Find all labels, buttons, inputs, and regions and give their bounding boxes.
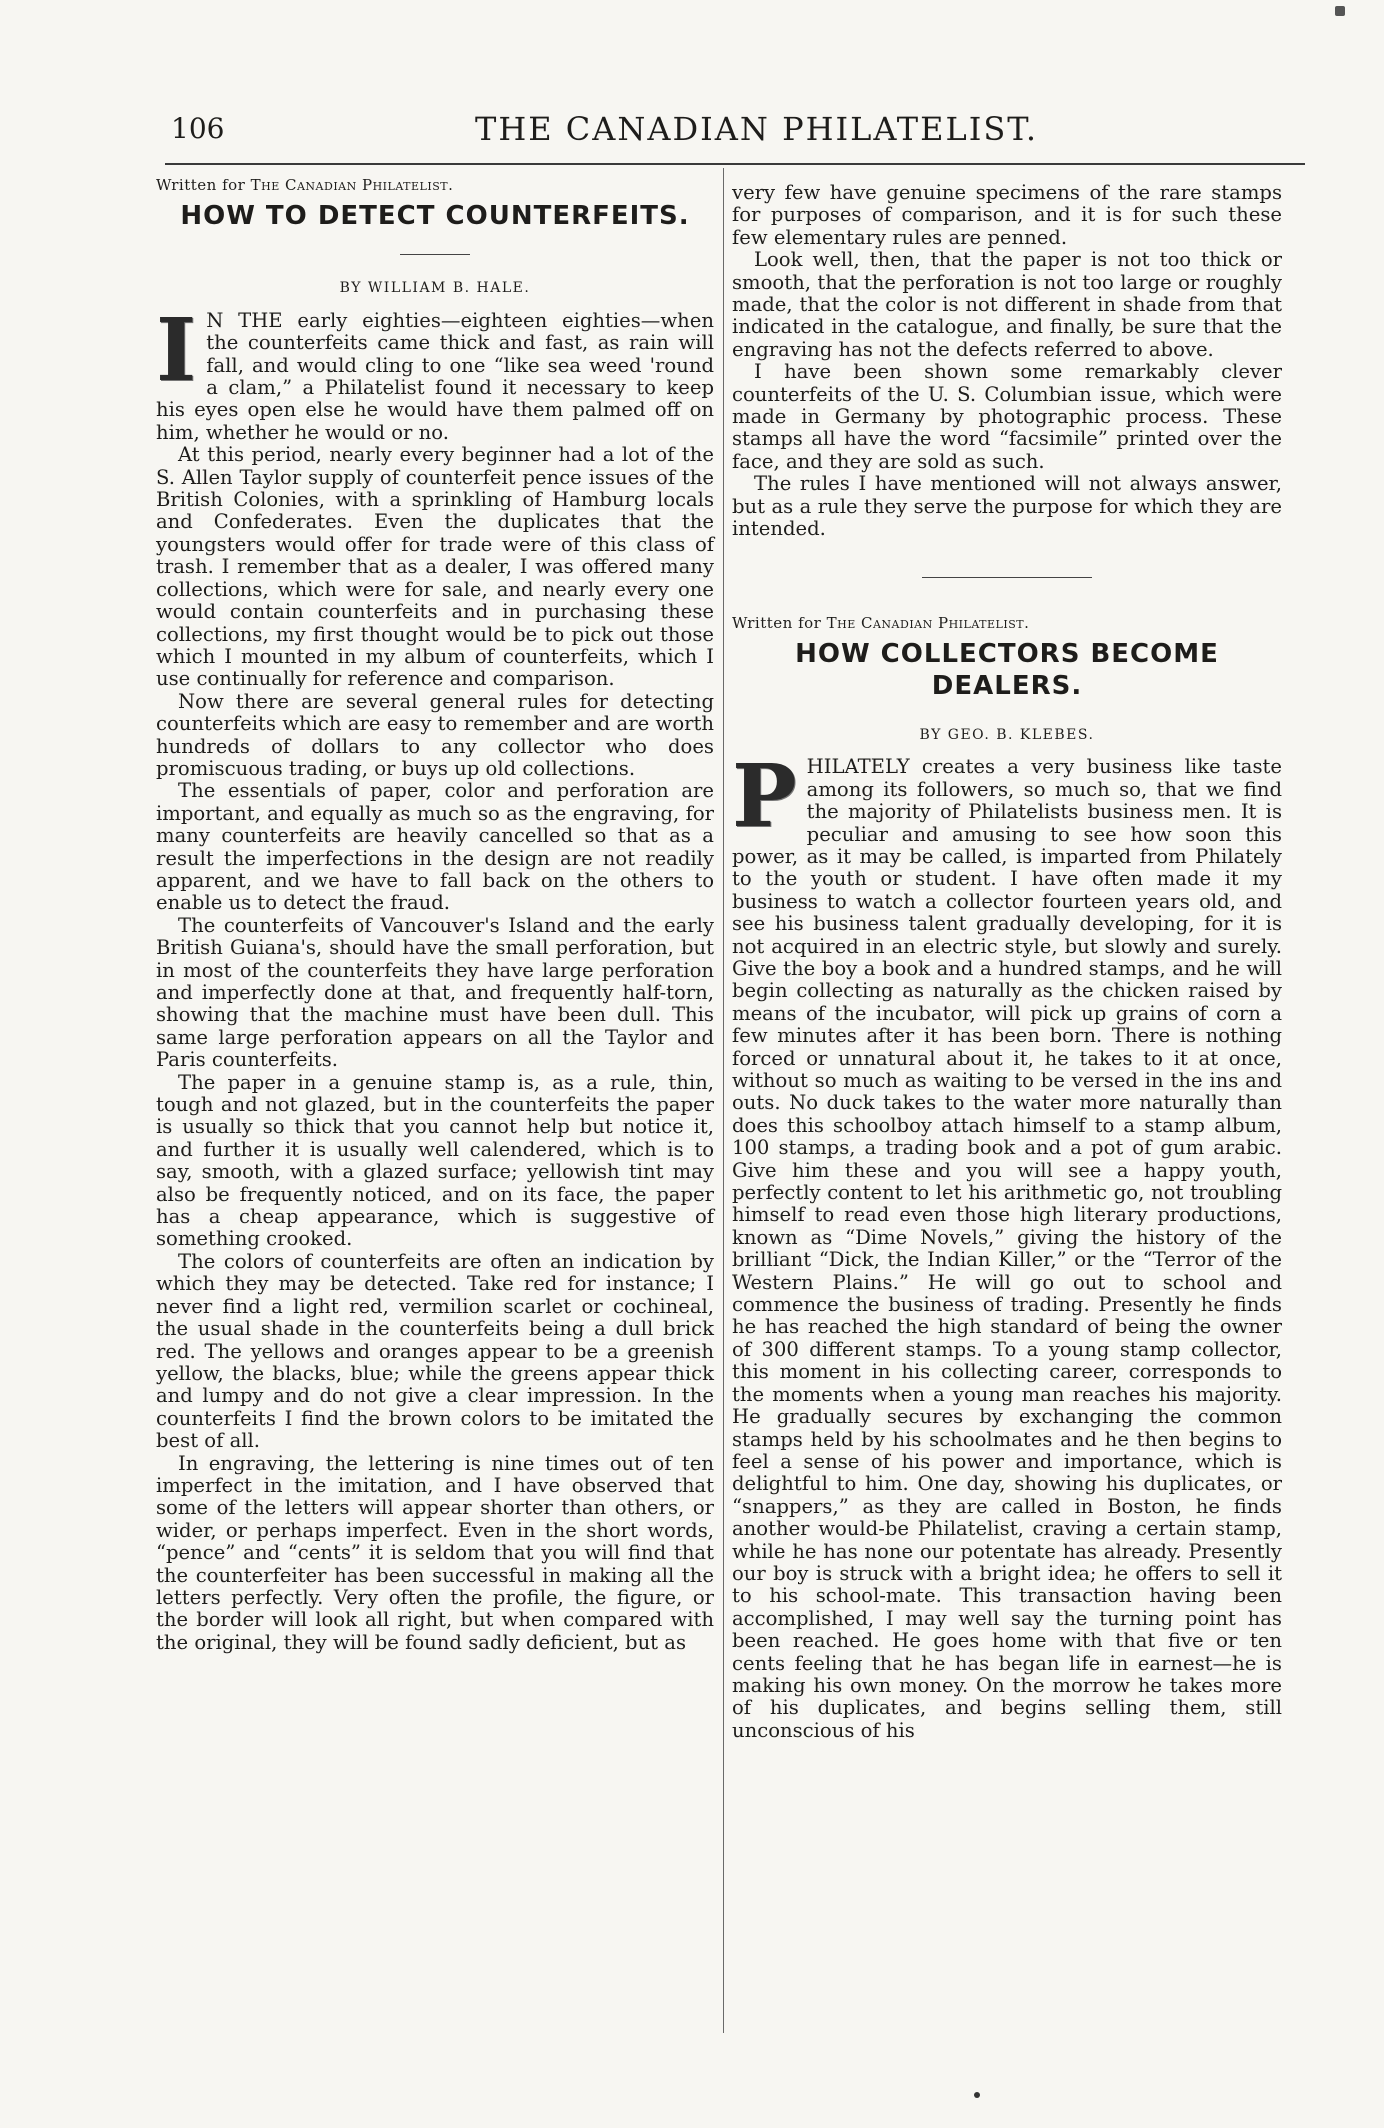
page-dot	[974, 2092, 980, 2098]
article-paragraph: The paper in a genuine stamp is, as a rule, thin, tough and not glazed, but in the counterfeits the paper is usually so thick that you cannot help but notice it, and further it is usually well calendered, which is to say, smooth, with a glazed surface; yellowish tint may also be frequently noticed, and on its face, the paper has a cheap appearance, which is suggestive of something crooked.	[156, 1070, 714, 1251]
written-for-credit	[156, 174, 714, 196]
article-paragraph: I have been shown some remarkably clever counterfeits of the U. S. Columbian issue, which were made in Germany by photographic process. These stamps all have the word “facsimile” printed over the face, and they are sold as such.	[732, 360, 1282, 473]
written-for-publication: The Canadian Philatelist.	[826, 613, 1030, 632]
article-paragraph: Now there are several general rules for detecting counterfeits which are easy to remember and are worth hundreds of dollars to any collector who does promiscuous trading, or buys up old collections.	[156, 689, 714, 780]
right-column	[732, 182, 1282, 1742]
article-paragraph: The rules I have mentioned will not always answer, but as a rule they serve the purpose for which they are intended.	[732, 472, 1282, 541]
article-title: HOW COLLECTORS BECOME DEALERS.	[795, 638, 1219, 701]
article-paragraph	[732, 746, 1282, 1742]
article-paragraph: The colors of counterfeits are often an indication by which they may be detected. Take red for instance; I never find a light red, vermilion scarlet or cochineal, the usual shade in the counterfeits being a dull brick red. The yellows and oranges appear to be a greenish yellow, the blacks, blue; while the greens appear thick and lumpy and do not give a clear impression. In the counterfeits I find the brown colors to be imitated the best of all.	[156, 1249, 714, 1453]
paragraph-text: N THE early eighties—eighteen eighties—when the counterfeits came thick and fast, as rain will fall, and would cling to one “like sea weed 'round a clam,” a Philatelist found it necessary to keep his eyes open else he would have them palmed off on him, whether he would or no.	[156, 308, 714, 444]
left-column	[156, 168, 714, 1654]
scan-corner-mark	[1335, 6, 1345, 16]
running-head: THE CANADIAN PHILATELIST.	[475, 110, 1039, 148]
drop-cap: I	[156, 299, 197, 401]
article-title: HOW TO DETECT COUNTERFEITS.	[180, 201, 690, 232]
article-paragraph: very few have genuine specimens of the rare stamps for purposes of comparison, and it is for such these few elementary rules are penned.	[732, 181, 1282, 249]
written-for-publication: The Canadian Philatelist.	[250, 176, 454, 194]
drop-cap: P	[732, 746, 797, 848]
title-rule	[400, 254, 470, 255]
byline: BY GEO. B. KLEBES.	[919, 726, 1095, 743]
article-paragraph	[156, 299, 714, 444]
byline: BY WILLIAM B. HALE.	[339, 280, 531, 297]
article-paragraph: Look well, then, that the paper is not too thick or smooth, that the perforation is not too large or roughly made, that the color is not different in shade from that indicated in the catalogue, and finally, be sure that the engraving has not the defects referred to above.	[732, 248, 1282, 361]
article-paragraph: The essentials of paper, color and perforation are important, and equally as much so as the engraving, for many counterfeits are heavily cancelled so that as a result the imperfections in the design are not readily apparent, and we have to fall back on the others to enable us to detect the fraud.	[156, 779, 714, 915]
written-for-credit	[732, 612, 1282, 634]
article-paragraph: At this period, nearly every beginner had a lot of the S. Allen Taylor supply of counterfeit pence issues of the British Colonies, with a sprinkling of Hamburg locals and Confederates. Even the duplicates that the youngsters would offer for trade were of this class of trash. I remember that as a dealer, I was offered many collections, which were for sale, and nearly every one would contain counterfeits and in purchasing these collections, my first thought would be to pick out those which I mounted in my album of counterfeits, which I use continually for reference and comparison.	[156, 443, 714, 691]
page-number: 106	[171, 112, 225, 145]
section-separator	[922, 577, 1092, 578]
written-for-prefix: Written for	[156, 176, 246, 194]
column-divider	[723, 168, 724, 2033]
paragraph-text: HILATELY creates a very business like taste among its followers, so much so, that we find the majority of Philatelists business men. It is peculiar and amusing to see how soon this power, as it may be called, is imparted from Philately to the youth or student. I have often made it my business to watch a collector fourteen years old, and see his business talent gradually developing, for it is not acquired in an electric style, but slowly and surely. Give the boy a book and a hundred stamps, and he will begin collecting as naturally as the chicken raised by means of the incubator, will pick up grains of corn a few minutes after it has been born. There is nothing forced or unnatural about it, he takes to it at once, without so much as waiting to be versed in the ins and outs. No duck takes to the water more naturally than does this schoolboy attach himself to a stamp album, 100 stamps, a trading book and a pot of gum arabic. Give him these and you will see a happy youth, perfectly content to let his arithmetic go, not troubling himself to read even those high literary productions, known as “Dime Novels,” giving the history of the brilliant “Dick, the Indian Killer,” or the “Terror of the Western Plains.” He will go out to school and commence the business of trading. Presently he finds he has reached the high standard of being the owner of 300 different stamps. To a young stamp collector, this moment in his collecting career, corresponds to the moments when a young man reaches his majority. He gradually secures by exchanging the common stamps held by his schoolmates and he then begins to feel a sense of his power and importance, which is delightful to him. One day, showing his duplicates, or “snappers,” as they are called in Boston, he finds another would-be Philatelist, craving a certain stamp, while he has none our potentate has already. Presently our boy is struck with a bright idea; he offers to sell it to his school-mate. This transaction having been accomplished, I may well say the turning point has been reached. He goes home with that five or ten cents feeling that he has began life in earnest—he is making his own money. On the morrow he takes more of his duplicates, and begins selling them, still unconscious of his	[732, 755, 1282, 1742]
header-rule	[165, 163, 1305, 165]
page-header	[165, 100, 1305, 150]
article-paragraph: The counterfeits of Vancouver's Island and the early British Guiana's, should have the small perforation, but in most of the counterfeits they have large perforation and imperfectly done at that, and frequently half-torn, showing that the machine must have been dull. This same large perforation appears on all the Taylor and Paris counterfeits.	[156, 913, 714, 1072]
written-for-prefix: Written for	[732, 613, 822, 632]
article-paragraph: In engraving, the lettering is nine times out of ten imperfect in the imitation, and I have observed that some of the letters will appear shorter than others, or wider, or perhaps imperfect. Even in the short words, “pence” and “cents” it is seldom that you will find that the counterfeiter has been successful in making all the letters perfectly. Very often the profile, the figure, or the border will look all right, but when compared with the original, they will be found sadly deficient, but as	[156, 1451, 714, 1654]
